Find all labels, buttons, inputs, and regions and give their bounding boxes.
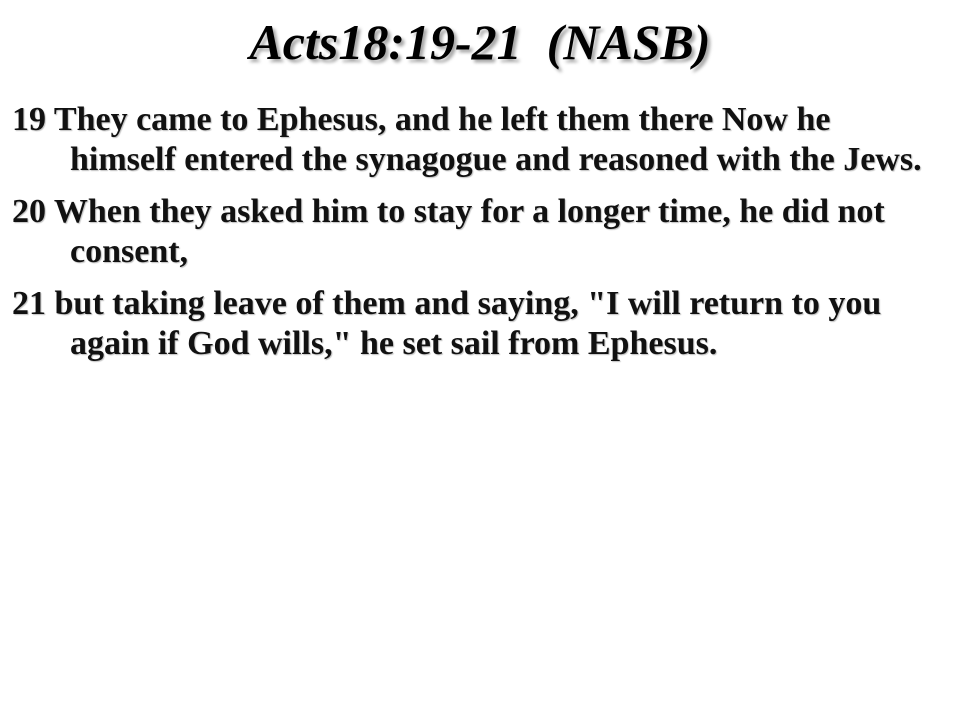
verse-list [12, 100, 942, 376]
verse-19: 19 They came to Ephesus, and he left them there Now he himself entered the synagogue and reasoned with the Jews. [12, 101, 922, 178]
slide-title: Acts18:19-21 (NASB) [249, 14, 711, 70]
verse-21: 21 but taking leave of them and saying, "I will return to you again if God wills," he set sail from Ephesus. [12, 285, 882, 362]
verse-20: 20 When they asked him to stay for a longer time, he did not consent, [12, 193, 885, 270]
